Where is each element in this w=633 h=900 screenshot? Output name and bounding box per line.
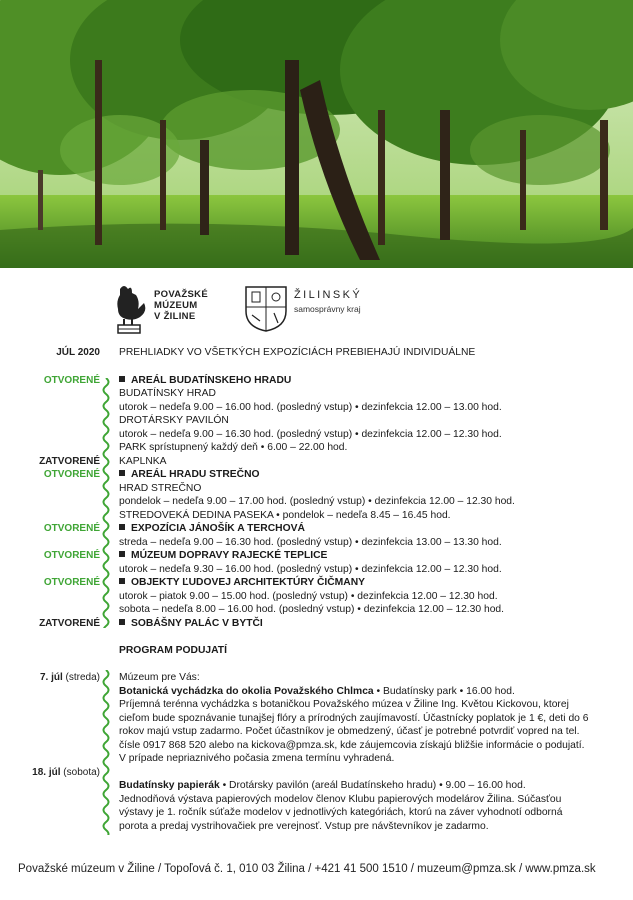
schedule-heading-text: OBJEKTY ĽUDOVEJ ARCHITEKTÚRY ČIČMANY	[131, 577, 365, 588]
schedule-heading	[119, 522, 305, 536]
schedule-line: STREDOVEKÁ DEDINA PASEKA • pondelok – nedeľa 8.45 – 16.45 hod.	[119, 509, 451, 521]
schedule-heading-text: MÚZEUM DOPRAVY RAJECKÉ TEPLICE	[131, 550, 328, 561]
status-label: OTVORENÉ	[43, 550, 100, 561]
region-subtitle: samosprávny kraj	[294, 304, 361, 314]
status-label: OTVORENÉ	[43, 469, 100, 480]
status-label: OTVORENÉ	[43, 523, 100, 534]
rooster-icon	[110, 283, 150, 335]
schedule-line: BUDATÍNSKY HRAD	[119, 388, 216, 399]
schedule-heading	[119, 617, 263, 631]
museum-logo	[110, 283, 230, 335]
schedule-heading	[119, 576, 365, 590]
status-label: OTVORENÉ	[43, 374, 100, 386]
event2-title: Budatínsky papierák	[119, 780, 220, 791]
region-logo	[244, 285, 404, 335]
status-label: OTVORENÉ	[43, 577, 100, 588]
schedule-line: PARK sprístupnený každý deň • 6.00 – 22.00 hod.	[119, 442, 348, 453]
museum-name-line3: V ŽILINE	[154, 311, 196, 322]
event2-title-row	[119, 779, 526, 793]
green-wave-divider-program	[100, 670, 112, 835]
event1-date-day: 7. júl	[39, 672, 63, 683]
schedule-heading-text: AREÁL HRADU STREČNO	[131, 469, 260, 480]
schedule-line: utorok – piatok 9.00 – 15.00 hod. (posledný vstup) • dezinfekcia 12.00 – 12.30 hod.	[119, 590, 498, 602]
schedule-line: utorok – nedeľa 9.30 – 16.00 hod. (posledný vstup) • dezinfekcia 12.00 – 12.30 hod.	[119, 563, 502, 575]
schedule-heading	[119, 468, 260, 482]
square-bullet-icon	[119, 376, 125, 382]
square-bullet-icon	[119, 470, 125, 476]
event1-date-weekday: (streda)	[62, 672, 100, 683]
event2-date	[0, 766, 100, 780]
museum-name-line1: POVAŽSKÉ	[154, 289, 208, 300]
event2-date-day: 18. júl	[32, 767, 61, 778]
status-label: ZATVORENÉ	[39, 617, 100, 629]
month-label: JÚL 2020	[56, 347, 100, 358]
schedule-line: utorok – nedeľa 9.00 – 16.00 hod. (posledný vstup) • dezinfekcia 12.00 – 13.00 hod.	[119, 401, 502, 413]
schedule-heading-text: EXPOZÍCIA JÁNOŠÍK A TERCHOVÁ	[131, 523, 305, 534]
individual-tours-note: PREHLIADKY VO VŠETKÝCH EXPOZÍCIÁCH PREBIEHAJÚ INDIVIDUÁLNE	[119, 347, 476, 358]
square-bullet-icon	[119, 578, 125, 584]
event2-meta: • Drotársky pavilón (areál Budatínskeho hradu) • 9.00 – 16.00 hod.	[219, 780, 526, 791]
event1-title: Botanická vychádzka do okolia Považského Chlmca	[119, 685, 374, 697]
schedule-line: sobota – nedeľa 8.00 – 16.00 hod. (posledný vstup) • dezinfekcia 12.00 – 12.30 hod.	[119, 604, 505, 615]
event1-intro: Múzeum pre Vás:	[119, 672, 200, 683]
event1-date	[0, 671, 100, 685]
hero-photo	[0, 0, 633, 268]
footer-contact: Považské múzeum v Žiline / Topoľová č. 1, 010 03 Žilina / +421 41 500 1510 / muzeum@pmza.sk / www.pmza.sk	[18, 863, 596, 875]
event1-meta: • Budatínsky park • 16.00 hod.	[373, 685, 515, 697]
schedule-line: KAPLNKA	[119, 455, 167, 467]
schedule-line: utorok – nedeľa 9.00 – 16.30 hod. (posledný vstup) • dezinfekcia 12.00 – 12.30 hod.	[119, 428, 502, 440]
schedule-line: pondelok – nedeľa 9.00 – 17.00 hod. (posledný vstup) • dezinfekcia 12.00 – 12.30 hod.	[119, 496, 515, 507]
schedule-heading-text: AREÁL BUDATÍNSKEHO HRADU	[131, 374, 292, 386]
program-title: PROGRAM PODUJATÍ	[119, 645, 227, 656]
region-name: ŽILINSKÝ	[294, 289, 363, 301]
coat-of-arms-icon	[244, 285, 288, 333]
event1-title-row	[119, 685, 515, 699]
event2-description: Jednodňová výstava papierových modelov členov Klubu papierových modelárov Žilina. Súčasťou výstavy je 1. ročník súťaže modelov v jednotlivých kategóriách, ktorú na záver vyhodnotí odborná porota a predaj vystrihovačiek pre verejnosť. Vstup pre návštevníkov je zadarmo.	[119, 793, 563, 832]
square-bullet-icon	[119, 524, 125, 530]
event1-description: Príjemná terénna vychádzka s botaničkou Považského múzea v Žiline Ing. Květou Kickovou, ktorej cieľom bude spoznávanie tunajšej flóry a prírodných zaujímavostí. Účastnícky poplatok je 1 €, deti do 6 rokov majú vstup zadarmo. Počet účastníkov je obmedzený, účasť je potrebné potvrdiť vopred na tel. čísle 0917 868 520 alebo na kickova@pmza.sk, kde záujemcovia získajú bližšie informácie o podujatí. V prípade nepriaznivého počasia zmena termínu vyhradená.	[119, 699, 589, 764]
logos-area	[110, 283, 410, 335]
schedule-heading	[119, 549, 327, 563]
square-bullet-icon	[119, 551, 125, 557]
schedule-line: HRAD STREČNO	[119, 482, 202, 494]
schedule-line: streda – nedeľa 9.00 – 16.30 hod. (posledný vstup) • dezinfekcia 13.00 – 13.30 hod.	[119, 536, 502, 548]
status-label: ZATVORENÉ	[39, 455, 100, 467]
schedule-heading-text: SOBÁŠNY PALÁC V BYTČI	[131, 617, 263, 629]
square-bullet-icon	[119, 619, 125, 625]
green-wave-divider	[100, 378, 112, 628]
schedule-heading	[119, 374, 291, 388]
event2-date-weekday: (sobota)	[60, 767, 100, 778]
schedule-line: DROTÁRSKY PAVILÓN	[119, 415, 229, 426]
museum-name-line2: MÚZEUM	[154, 300, 198, 311]
